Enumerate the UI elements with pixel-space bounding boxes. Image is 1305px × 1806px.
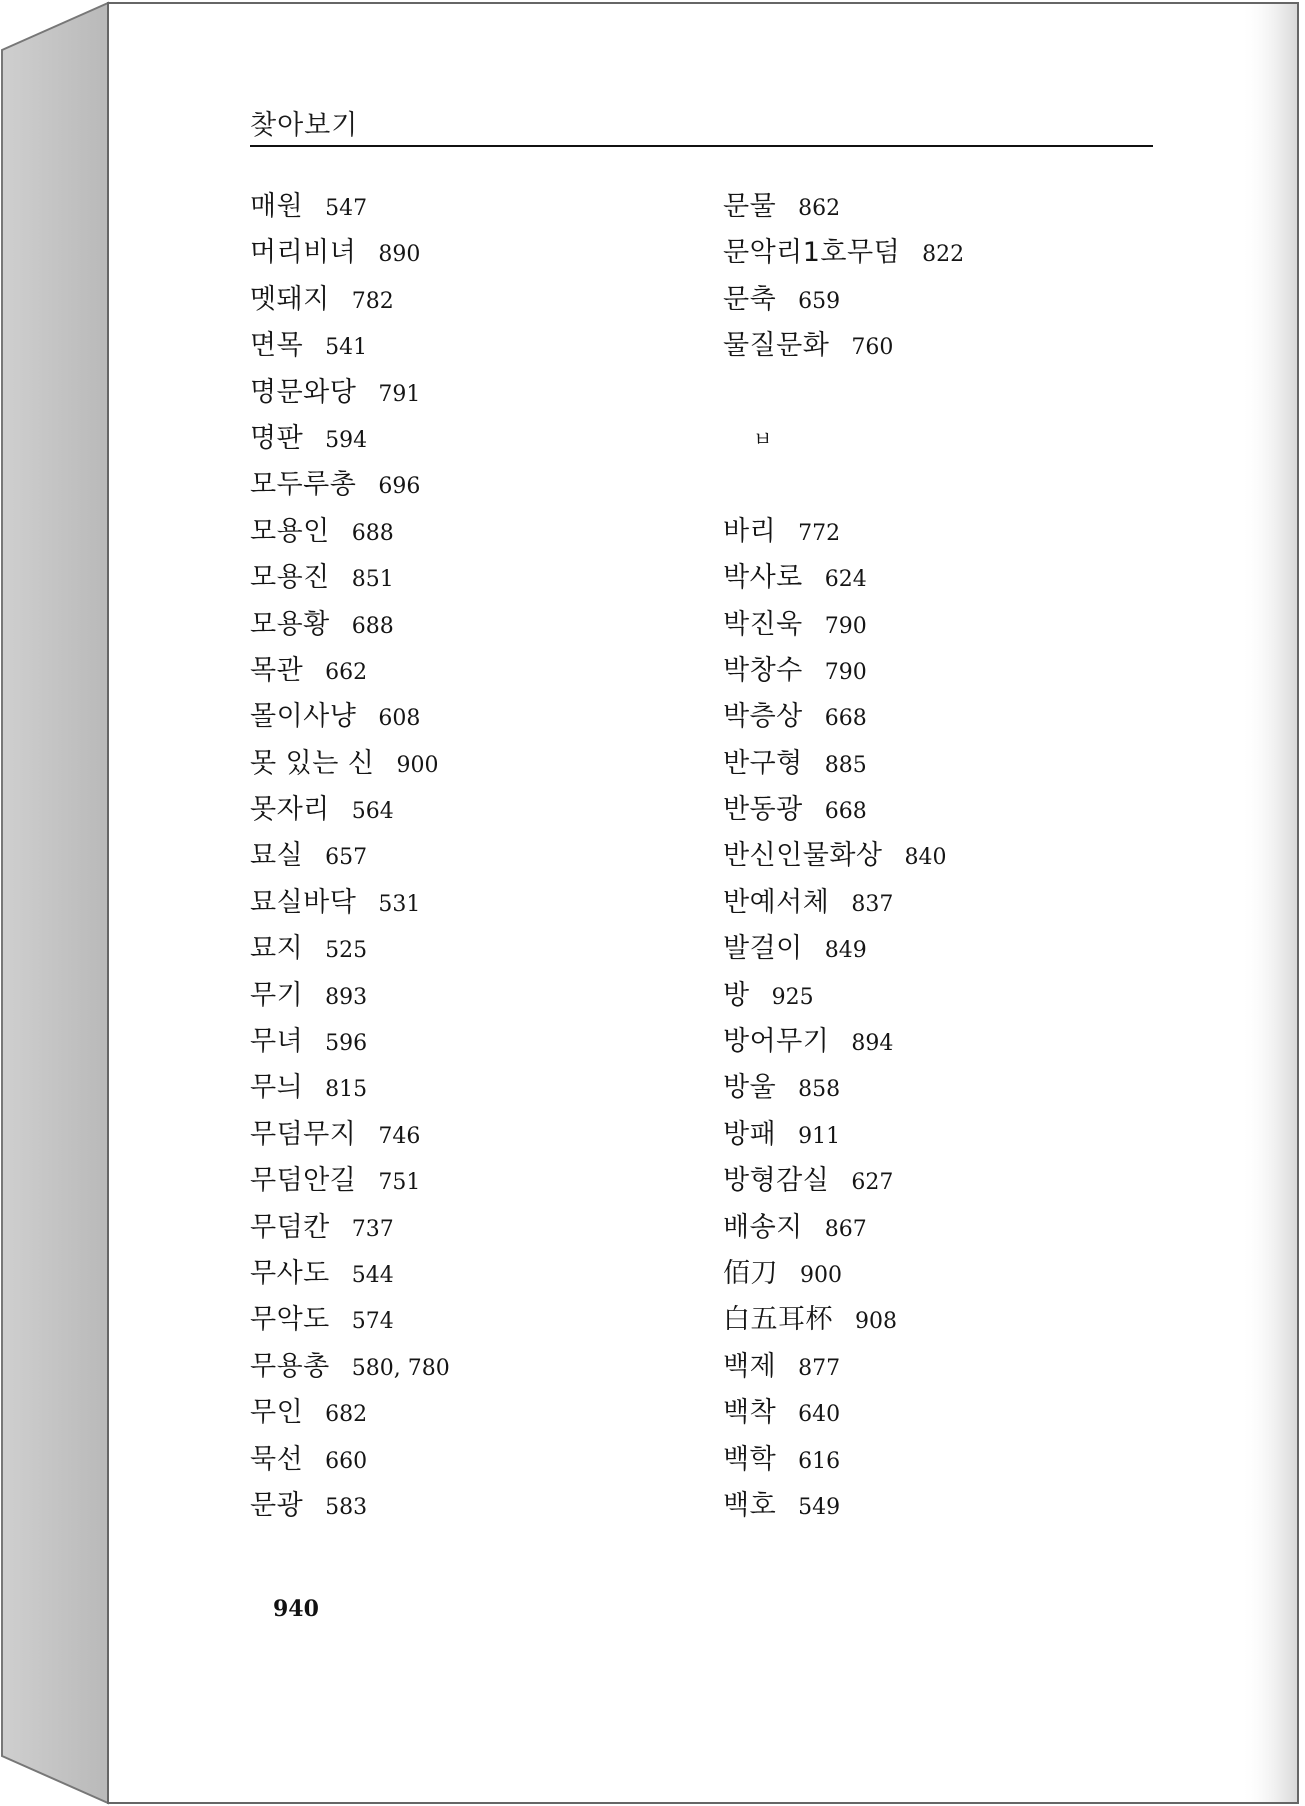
index-term: 무사도 [250,1257,330,1289]
index-entry [723,1297,964,1343]
index-page-ref: 849 [824,938,867,964]
index-term: 문악리1호무덤 [723,237,901,269]
index-page-ref: 541 [325,335,368,361]
book-spine [2,3,108,1803]
index-term: 멧돼지 [250,283,330,315]
index-entry [250,973,450,1019]
index-term: 방어무기 [723,1026,830,1058]
index-entry [250,277,450,323]
index-entry [723,1483,964,1529]
index-entry [723,1065,964,1111]
index-term: 모용인 [250,515,330,547]
index-entry [723,230,964,276]
index-entry [723,1344,964,1390]
index-term: 무인 [250,1397,304,1429]
index-term: 머리비녀 [250,237,357,269]
index-page-ref: 746 [378,1123,421,1149]
index-term: 무녀 [250,1026,304,1058]
index-page-ref: 867 [824,1216,867,1242]
index-page-ref: 583 [325,1494,368,1520]
index-page-ref: 549 [798,1494,841,1520]
index-term: 백착 [723,1397,777,1429]
index-term: 바리 [723,515,777,547]
index-term: 白五耳杯 [723,1304,833,1336]
index-entry [250,648,450,694]
index-entry [250,370,450,416]
index-entry [250,1065,450,1111]
index-term: 묘지 [250,933,304,965]
index-entry [250,694,450,740]
index-entry [723,509,964,555]
index-entry [250,1437,450,1483]
page-header-title: 찾아보기 [250,110,359,141]
index-page-ref: 790 [824,659,867,685]
index-term: 못 있는 신 [250,747,375,779]
index-page-ref: 525 [325,938,368,964]
index-entry [250,1390,450,1436]
index-term: 무늬 [250,1072,304,1104]
index-page-ref: 894 [851,1031,894,1057]
index-term: 모두루총 [250,469,357,501]
index-page-ref: 893 [325,984,368,1010]
index-page-ref: 751 [378,1170,421,1196]
index-page-ref: 858 [798,1077,841,1103]
index-entry [723,1112,964,1158]
index-page-ref: 815 [325,1077,368,1103]
index-term: 무용총 [250,1350,330,1382]
index-term: 못자리 [250,794,330,826]
section-letter-heading [723,416,964,462]
section-gap [723,370,964,416]
index-page-ref: 531 [378,891,421,917]
index-entry [723,973,964,1019]
index-entry [250,462,450,508]
index-term: 박진욱 [723,608,803,640]
index-term: 반구형 [723,747,803,779]
index-entry [250,1297,450,1343]
index-page-ref: 580, 780 [351,1355,450,1381]
index-entry [250,787,450,833]
index-page-ref: 596 [325,1031,368,1057]
index-term: 무악도 [250,1304,330,1336]
index-page-ref: 760 [851,335,894,361]
index-entry [250,1483,450,1529]
index-entry [250,230,450,276]
index-term: 배송지 [723,1211,803,1243]
index-page-ref: 624 [824,567,867,593]
index-column-right [723,184,964,1529]
index-entry [723,555,964,601]
index-term: 박층상 [723,701,803,733]
index-page-ref: 627 [851,1170,894,1196]
index-page-ref: 640 [798,1402,841,1428]
index-term: 박창수 [723,654,803,686]
index-entry [250,741,450,787]
index-term: 발걸이 [723,933,803,965]
index-term: 몰이사냥 [250,701,357,733]
index-term: 백호 [723,1489,777,1521]
index-entry [723,880,964,926]
index-term: 반동광 [723,794,803,826]
index-term: 모용황 [250,608,330,640]
index-term: 백제 [723,1350,777,1382]
index-page-ref: 837 [851,891,894,917]
index-page-ref: 911 [798,1123,841,1149]
index-term: 반예서체 [723,886,830,918]
index-page-ref: 574 [351,1309,394,1335]
index-entry [250,926,450,972]
index-page-ref: 900 [800,1262,842,1288]
index-entry [250,323,450,369]
index-term: 명판 [250,422,304,454]
section-letter: ㅂ [753,426,773,451]
index-entry [250,416,450,462]
index-term: 반신인물화상 [723,840,883,872]
index-entry [250,509,450,555]
index-entry [250,833,450,879]
index-page-ref: 900 [396,752,439,778]
index-term: 박사로 [723,562,803,594]
index-entry [250,880,450,926]
index-term: 佰刀 [723,1257,778,1289]
index-page-ref: 696 [378,474,421,500]
index-entry [250,1251,450,1297]
index-term: 백학 [723,1443,777,1475]
index-page-ref: 790 [824,613,867,639]
index-term: 무기 [250,979,304,1011]
index-page-ref: 547 [325,196,368,221]
index-entry [250,602,450,648]
index-page-ref: 908 [855,1309,897,1335]
index-page-ref: 657 [325,845,368,871]
index-entry [723,1019,964,1065]
index-page-ref: 660 [325,1448,368,1474]
index-entry [723,1390,964,1436]
index-page-ref: 616 [798,1448,841,1474]
index-term: 면목 [250,330,304,362]
index-page-ref: 594 [325,427,368,453]
index-entry [250,1112,450,1158]
index-page-ref: 564 [351,799,394,825]
index-page-ref: 668 [824,706,867,732]
index-entry [723,1437,964,1483]
index-page-ref: 688 [351,520,394,546]
page-number: 940 [273,1596,319,1622]
index-page-ref: 782 [351,288,394,314]
index-term: 묘실바닥 [250,886,357,918]
index-page [108,3,1298,1803]
index-entry [250,1205,450,1251]
index-term: 목관 [250,654,304,686]
index-entry [723,1158,964,1204]
index-entry [723,694,964,740]
index-entry [723,602,964,648]
index-page-ref: 840 [904,845,947,871]
index-entry [250,1158,450,1204]
index-page-ref: 659 [798,288,841,314]
index-entry [723,741,964,787]
index-page-ref: 877 [798,1355,841,1381]
index-page-ref: 737 [351,1216,394,1242]
index-term: 무덤칸 [250,1211,330,1243]
index-term: 문광 [250,1489,304,1521]
index-page-ref: 885 [824,752,867,778]
index-page-ref: 772 [798,520,841,546]
index-term: 방패 [723,1118,777,1150]
index-page-ref: 862 [798,196,841,221]
index-term: 방울 [723,1072,777,1104]
index-entry [250,1019,450,1065]
index-entry [723,1251,964,1297]
index-entry [723,1205,964,1251]
index-term: 무덤안길 [250,1165,357,1197]
index-term: 무덤무지 [250,1118,357,1150]
index-page-ref: 668 [824,799,867,825]
index-term: 명문와당 [250,376,357,408]
index-entry [250,1344,450,1390]
index-term: 방 [723,979,750,1011]
index-entry [723,184,964,230]
index-term: 매원 [250,191,304,222]
index-term: 묘실 [250,840,304,872]
index-term: 문물 [723,191,777,222]
index-entry [723,277,964,323]
index-term: 문축 [723,283,777,315]
index-page-ref: 544 [351,1262,394,1288]
index-page-ref: 890 [378,242,421,268]
header-rule [250,145,1153,147]
index-page-ref: 822 [922,242,965,268]
index-page-ref: 682 [325,1402,368,1428]
index-entry [723,323,964,369]
index-page-ref: 851 [351,567,394,593]
index-entry [250,184,450,230]
index-entry [250,555,450,601]
index-page-ref: 791 [378,381,421,407]
index-term: 물질문화 [723,330,830,362]
index-page-ref: 662 [325,659,368,685]
index-column-left [250,184,450,1529]
index-entry [723,833,964,879]
section-gap [723,462,964,508]
index-page-ref: 688 [351,613,394,639]
index-page-ref: 925 [771,984,814,1010]
index-entry [723,926,964,972]
index-entry [723,648,964,694]
index-page-ref: 608 [378,706,421,732]
index-term: 묵선 [250,1443,304,1475]
index-term: 방형감실 [723,1165,830,1197]
index-term: 모용진 [250,562,330,594]
index-entry [723,787,964,833]
